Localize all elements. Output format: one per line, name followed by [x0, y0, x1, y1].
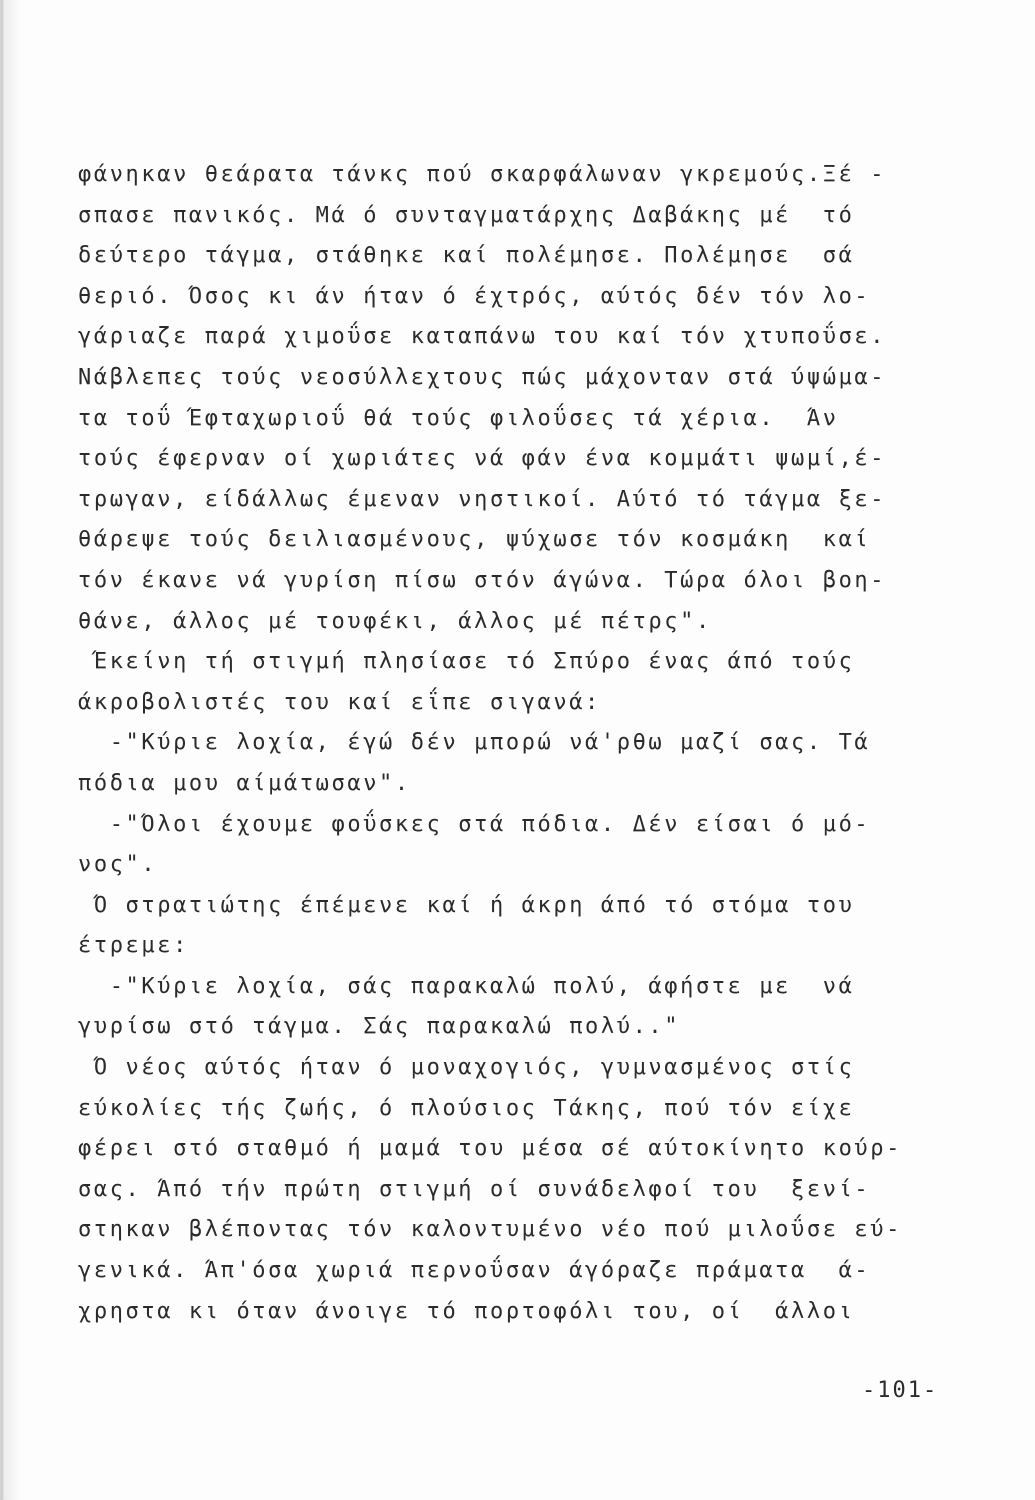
text-line: γάριαζε παρά χιμοΰσε καταπάνω του καί τόν χτυποΰσε.: [78, 324, 887, 350]
text-line: τρωγαν, είδάλλως έμεναν νηστικοί. Αύτό τό τάγμα ξε-: [78, 486, 887, 512]
text-line: -"Κύριε λοχία, έγώ δέν μπορώ νά'ρθω μαζί σας. Τά: [78, 730, 871, 756]
text-line: στηκαν βλέποντας τόν καλοντυμένο νέο πού μιλοΰσε εύ-: [78, 1217, 902, 1243]
text-line: γενικά. Άπ'όσα χωριά περνοΰσαν άγόραζε πράματα ά-: [78, 1258, 871, 1284]
text-line: Νάβλεπες τούς νεοσύλλεχτους πώς μάχονταν στά ύψώμα-: [78, 364, 887, 390]
text-line: εύκολίες τής ζωής, ό πλούσιος Τάκης, πού τόν είχε: [78, 1095, 855, 1121]
page-number: -101-: [862, 1378, 939, 1403]
text-line: τα τοΰ Έφταχωριοΰ θά τούς φιλοΰσες τά χέρια. Άν: [78, 405, 839, 431]
text-line: δεύτερο τάγμα, στάθηκε καί πολέμησε. Πολέμησε σά: [78, 243, 855, 269]
text-line: πόδια μου αίμάτωσαν".: [78, 770, 411, 796]
text-line: θεριό. Όσος κι άν ήταν ό έχτρός, αύτός δέν τόν λο-: [78, 283, 871, 309]
text-line: θάρεψε τούς δειλιασμένους, ψύχωσε τόν κοσμάκη καί: [78, 527, 871, 553]
text-line: σας. Άπό τήν πρώτη στιγμή οί συνάδελφοί του ξενί-: [78, 1176, 871, 1202]
text-line: φέρει στό σταθμό ή μαμά του μέσα σέ αύτοκίνητο κούρ-: [78, 1136, 902, 1162]
text-line: φάνηκαν θεάρατα τάνκς πού σκαρφάλωναν γκρεμούς.Ξέ -: [78, 162, 887, 187]
text-line: σπασε πανικός. Μά ό συνταγματάρχης Δαβάκης μέ τό: [78, 202, 855, 228]
text-line: άκροβολιστές του καί εΐπε σιγανά:: [78, 689, 601, 715]
text-line: θάνε, άλλος μέ τουφέκι, άλλος μέ πέτρς".: [78, 608, 712, 634]
body-text: [78, 155, 958, 1332]
text-line: Ό νέος αύτός ήταν ό μοναχογιός, γυμνασμένος στίς: [78, 1055, 855, 1081]
text-line: γυρίσω στό τάγμα. Σάς παρακαλώ πολύ..": [78, 1014, 681, 1040]
text-line: τόν έκανε νά γυρίση πίσω στόν άγώνα. Τώρα όλοι βοη-: [78, 567, 887, 593]
text-line: χρηστα κι όταν άνοιγε τό πορτοφόλι του, οί άλλοι: [78, 1298, 855, 1324]
page-binding-edge: [0, 0, 20, 1500]
text-line: -"Κύριε λοχία, σάς παρακαλώ πολύ, άφήστε με νά: [78, 973, 855, 999]
text-line: Έκείνη τή στιγμή πλησίασε τό Σπύρο ένας άπό τούς: [78, 649, 855, 675]
text-line: τούς έφερναν οί χωριάτες νά φάν ένα κομμάτι ψωμί,έ-: [78, 446, 887, 472]
text-line: Ό στρατιώτης έπέμενε καί ή άκρη άπό τό στόμα του: [78, 892, 855, 918]
text-line: νος".: [78, 852, 158, 878]
text-line: έτρεμε:: [78, 933, 189, 959]
text-line: -"Όλοι έχουμε φοΰσκες στά πόδια. Δέν είσαι ό μό-: [78, 811, 871, 837]
